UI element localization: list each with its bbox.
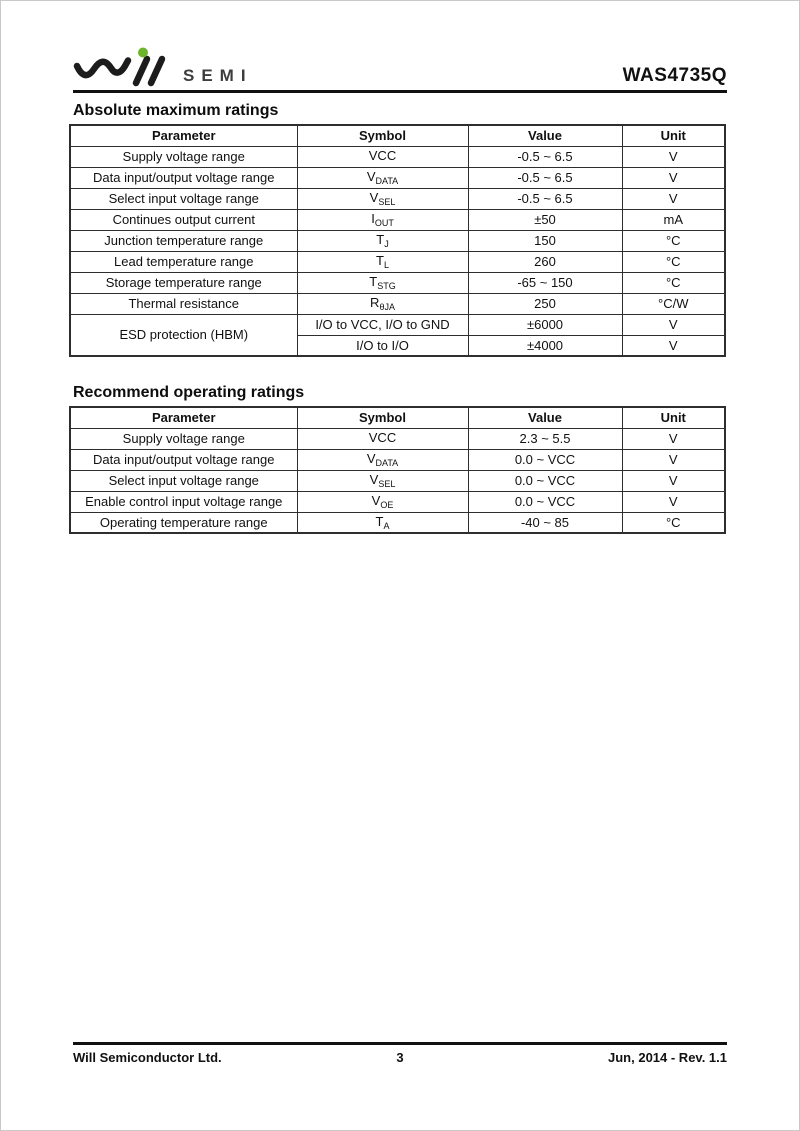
column-header-parameter: Parameter (70, 125, 297, 146)
param-cell-esd: ESD protection (HBM) (70, 314, 297, 356)
param-cell: Data input/output voltage range (70, 449, 297, 470)
unit-cell: V (622, 449, 725, 470)
table-row (70, 470, 725, 491)
symbol-cell: I/O to VCC, I/O to GND (297, 314, 468, 335)
unit-cell: V (622, 335, 725, 356)
table-row (70, 449, 725, 470)
unit-cell: V (622, 188, 725, 209)
param-cell: Enable control input voltage range (70, 491, 297, 512)
footer-company: Will Semiconductor Ltd. (73, 1050, 222, 1065)
param-cell: Junction temperature range (70, 230, 297, 251)
unit-cell: V (622, 470, 725, 491)
brand-text: SEMI (183, 66, 253, 85)
symbol-cell: I/O to I/O (297, 335, 468, 356)
value-cell: 0.0 ~ VCC (468, 470, 622, 491)
param-cell: Select input voltage range (70, 188, 297, 209)
table-row (70, 428, 725, 449)
value-cell: 2.3 ~ 5.5 (468, 428, 622, 449)
value-cell: -0.5 ~ 6.5 (468, 188, 622, 209)
symbol-cell: $T_L$ (297, 251, 468, 272)
unit-cell: °C (622, 230, 725, 251)
column-header-parameter: Parameter (70, 407, 297, 428)
unit-cell: °C/W (622, 293, 725, 314)
unit-cell: V (622, 314, 725, 335)
table-row (70, 272, 725, 293)
unit-cell: V (622, 146, 725, 167)
unit-cell: V (622, 491, 725, 512)
page-header (73, 1, 727, 93)
table-row (70, 314, 725, 335)
param-cell: Lead temperature range (70, 251, 297, 272)
value-cell: ±6000 (468, 314, 622, 335)
column-header-value: Value (468, 407, 622, 428)
table-row (70, 293, 725, 314)
column-header-unit: Unit (622, 125, 725, 146)
symbol-cell: VCC (297, 146, 468, 167)
value-cell: -40 ~ 85 (468, 512, 622, 533)
section-heading-absolute-maximum-ratings: Absolute maximum ratings (73, 102, 279, 119)
param-cell: Operating temperature range (70, 512, 297, 533)
column-header-symbol: Symbol (297, 407, 468, 428)
param-cell: Data input/output voltage range (70, 167, 297, 188)
table-header-row (70, 407, 725, 428)
symbol-cell: $I_{OUT}$ (297, 209, 468, 230)
absolute-maximum-ratings-table (69, 124, 726, 357)
param-cell: Continues output current (70, 209, 297, 230)
part-number-title: WAS4735Q (622, 65, 727, 86)
param-cell: Thermal resistance (70, 293, 297, 314)
symbol-cell: $T_{STG}$ (297, 272, 468, 293)
symbol-cell: VCC (297, 428, 468, 449)
table-row (70, 230, 725, 251)
recommend-operating-ratings-table (69, 406, 726, 534)
symbol-cell: $T_A$ (297, 512, 468, 533)
param-cell: Supply voltage range (70, 146, 297, 167)
symbol-cell: $T_J$ (297, 230, 468, 251)
unit-cell: °C (622, 512, 725, 533)
value-cell: 150 (468, 230, 622, 251)
section-heading-recommend-operating-ratings: Recommend operating ratings (73, 384, 305, 401)
unit-cell: °C (622, 272, 725, 293)
param-cell: Storage temperature range (70, 272, 297, 293)
unit-cell: V (622, 428, 725, 449)
column-header-unit: Unit (622, 407, 725, 428)
unit-cell: mA (622, 209, 725, 230)
table-header-row (70, 125, 725, 146)
value-cell: -0.5 ~ 6.5 (468, 146, 622, 167)
value-cell: -65 ~ 150 (468, 272, 622, 293)
symbol-cell: $V_{DATA}$ (297, 449, 468, 470)
table-row (70, 251, 725, 272)
table-row (70, 146, 725, 167)
symbol-cell: $V_{SEL}$ (297, 470, 468, 491)
table-row (70, 491, 725, 512)
param-cell: Select input voltage range (70, 470, 297, 491)
company-logo (73, 47, 253, 90)
page-content (69, 97, 724, 534)
symbol-cell: $V_{SEL}$ (297, 188, 468, 209)
page-footer (73, 1042, 727, 1065)
value-cell: 0.0 ~ VCC (468, 491, 622, 512)
param-cell: Supply voltage range (70, 428, 297, 449)
value-cell: ±4000 (468, 335, 622, 356)
table-row (70, 512, 725, 533)
unit-cell: V (622, 167, 725, 188)
symbol-cell: $V_{OE}$ (297, 491, 468, 512)
table-row (70, 188, 725, 209)
symbol-cell: $R_{\theta JA}$ (297, 293, 468, 314)
footer-page-number: 3 (396, 1050, 404, 1065)
value-cell: 0.0 ~ VCC (468, 449, 622, 470)
column-header-symbol: Symbol (297, 125, 468, 146)
value-cell: 260 (468, 251, 622, 272)
will-semi-logo-icon (73, 47, 173, 89)
unit-cell: °C (622, 251, 725, 272)
value-cell: 250 (468, 293, 622, 314)
table-row (70, 209, 725, 230)
footer-revision: Jun, 2014 - Rev. 1.1 (608, 1050, 727, 1065)
column-header-value: Value (468, 125, 622, 146)
table-row (70, 167, 725, 188)
value-cell: -0.5 ~ 6.5 (468, 167, 622, 188)
value-cell: ±50 (468, 209, 622, 230)
symbol-cell: $V_{DATA}$ (297, 167, 468, 188)
